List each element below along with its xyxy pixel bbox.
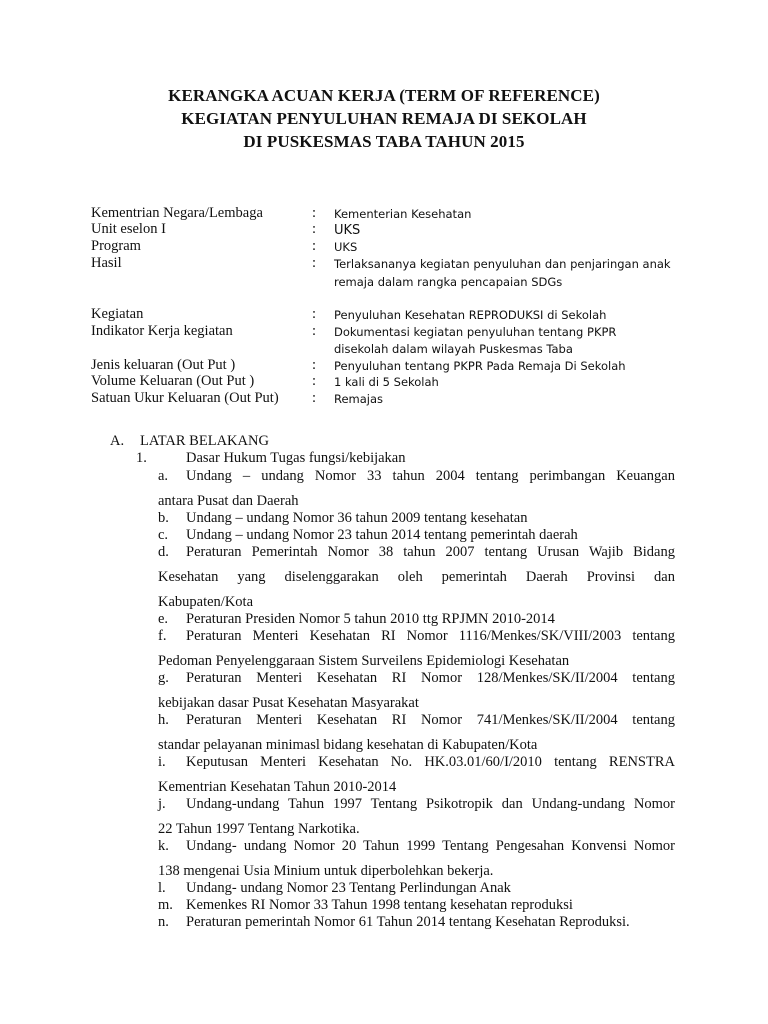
law-letter: e. [158, 611, 169, 627]
law-letter: b. [158, 510, 169, 526]
info-colon: : [312, 357, 317, 373]
law-text-continued: Kesehatan yang diselenggarakan oleh pemerintah Daerah Provinsi dan [158, 569, 675, 585]
info-colon: : [312, 221, 317, 237]
law-text: Peraturan Pemerintah Nomor 38 tahun 2007 tentang Urusan Wajib Bidang [186, 544, 675, 560]
section-title: LATAR BELAKANG [140, 433, 269, 449]
law-text: Kemenkes RI Nomor 33 Tahun 1998 tentang kesehatan reproduksi [186, 897, 573, 913]
law-letter: i. [158, 754, 166, 770]
law-text: Undang – undang Nomor 33 tahun 2004 tentang perimbangan Keuangan [186, 468, 675, 484]
law-text: Undang – undang Nomor 36 tahun 2009 tentang kesehatan [186, 510, 528, 526]
info-colon: : [312, 255, 317, 271]
info-value: Terlaksananya kegiatan penyuluhan dan penjaringan anak [334, 257, 671, 271]
law-letter: h. [158, 712, 169, 728]
law-text-continued: standar pelayanan minimasl bidang kesehatan di Kabupaten/Kota [158, 737, 538, 753]
info-value-continued: disekolah dalam wilayah Puskesmas Taba [334, 342, 573, 356]
law-letter: m. [158, 897, 173, 913]
info-colon: : [312, 373, 317, 389]
law-text: Undang- undang Nomor 23 Tentang Perlindungan Anak [186, 880, 511, 896]
info-value: UKS [334, 240, 358, 254]
info-value: Dokumentasi kegiatan penyuluhan tentang PKPR [334, 325, 617, 339]
info-value: Remajas [334, 392, 384, 406]
info-colon: : [312, 205, 317, 221]
law-text-continued: Pedoman Penyelenggaraan Sistem Surveilens Epidemiologi Kesehatan [158, 653, 570, 669]
law-text-continued: kebijakan dasar Pusat Kesehatan Masyarakat [158, 695, 419, 711]
section-letter: A. [110, 433, 125, 449]
title-line-1: KERANGKA ACUAN KERJA (TERM OF REFERENCE) [168, 86, 600, 105]
info-value: Kementerian Kesehatan [334, 207, 472, 221]
info-label: Indikator Kerja kegiatan [91, 323, 233, 339]
info-label: Jenis keluaran (Out Put ) [91, 357, 236, 373]
info-label: Kegiatan [91, 306, 144, 322]
law-text: Undang-undang Tahun 1997 Tentang Psikotropik dan Undang-undang Nomor [186, 796, 675, 812]
law-text-continued: 22 Tahun 1997 Tentang Narkotika. [158, 821, 360, 837]
law-letter: k. [158, 838, 169, 854]
law-letter: g. [158, 670, 169, 686]
info-value: Penyuluhan tentang PKPR Pada Remaja Di Sekolah [334, 359, 626, 373]
law-text: Keputusan Menteri Kesehatan No. HK.03.01/60/I/2010 tentang RENSTRA [186, 754, 675, 770]
law-letter: j. [158, 796, 166, 812]
law-text-continued: Kabupaten/Kota [158, 594, 254, 610]
law-text: Undang – undang Nomor 23 tahun 2014 tentang pemerintah daerah [186, 527, 578, 543]
info-label: Hasil [91, 255, 122, 271]
law-letter: f. [158, 628, 167, 644]
info-colon: : [312, 306, 317, 322]
law-text: Peraturan Menteri Kesehatan RI Nomor 1116/Menkes/SK/VIII/2003 tentang [186, 628, 675, 644]
law-letter: a. [158, 468, 169, 484]
info-colon: : [312, 238, 317, 254]
law-text-continued: Kementrian Kesehatan Tahun 2010-2014 [158, 779, 397, 795]
item-number: 1. [136, 450, 147, 466]
info-value: Penyuluhan Kesehatan REPRODUKSI di Sekolah [334, 308, 607, 322]
info-label: Unit eselon I [91, 221, 166, 237]
title-line-3: DI PUSKESMAS TABA TAHUN 2015 [243, 132, 525, 151]
law-letter: c. [158, 527, 169, 543]
info-label: Kementrian Negara/Lembaga [91, 205, 263, 221]
law-text: Peraturan pemerintah Nomor 61 Tahun 2014 tentang Kesehatan Reproduksi. [186, 914, 630, 930]
info-value: UKS [334, 223, 361, 238]
info-colon: : [312, 323, 317, 339]
law-text: Undang- undang Nomor 20 Tahun 1999 Tentang Pengesahan Konvensi Nomor [186, 838, 675, 854]
law-letter: n. [158, 914, 169, 930]
info-label: Program [91, 238, 141, 254]
law-text-continued: 138 mengenai Usia Minium untuk diperbolehkan bekerja. [158, 863, 494, 879]
law-letter: l. [158, 880, 166, 896]
info-value: 1 kali di 5 Sekolah [334, 375, 439, 389]
law-text: Peraturan Menteri Kesehatan RI Nomor 741/Menkes/SK/II/2004 tentang [186, 712, 675, 728]
law-letter: d. [158, 544, 169, 560]
law-text-continued: antara Pusat dan Daerah [158, 493, 299, 509]
title-line-2: KEGIATAN PENYULUHAN REMAJA DI SEKOLAH [181, 109, 587, 128]
item-title: Dasar Hukum Tugas fungsi/kebijakan [186, 450, 406, 466]
info-label: Satuan Ukur Keluaran (Out Put) [91, 390, 279, 406]
info-colon: : [312, 390, 317, 406]
info-label: Volume Keluaran (Out Put ) [91, 373, 255, 389]
law-text: Peraturan Presiden Nomor 5 tahun 2010 ttg RPJMN 2010-2014 [186, 611, 555, 627]
info-value-continued: remaja dalam rangka pencapaian SDGs [334, 275, 563, 289]
law-text: Peraturan Menteri Kesehatan RI Nomor 128/Menkes/SK/II/2004 tentang [186, 670, 675, 686]
